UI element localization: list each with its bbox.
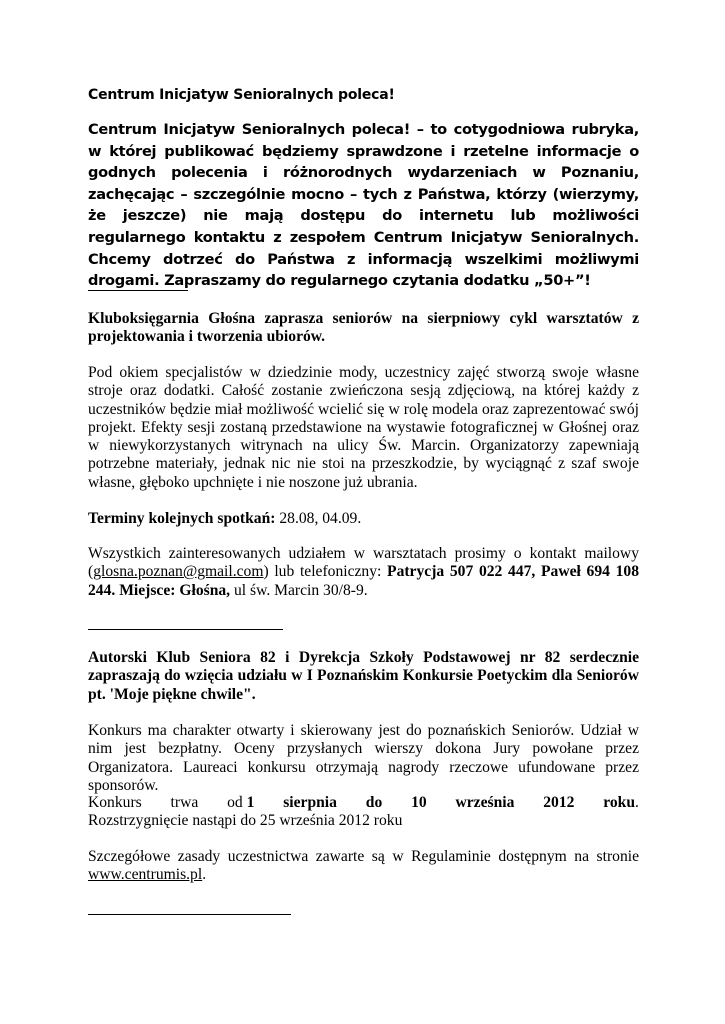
rules-text: Szczegółowe zasady uczestnictwa zawarte są w Regulaminie dostępnym na stronie [88,848,639,865]
page-title: Centrum Inicjatyw Senioralnych poleca! [88,87,395,103]
duration-word: 2012 [543,794,575,811]
duration-word: do [365,794,383,811]
intro-paragraph: Centrum Inicjatyw Senioralnych poleca! – to cotygodniowa rubryka, w której publikować będziemy sprawdzone i rzetelne informacje o godnych polecenia i różnorodnych wydarzeniach w Poznaniu, zachęcając – szczególnie mocno – tych z Państwa, którzy (wierzymy, że jeszcze) nie mają dostępu do internetu lub możliwości regularnego kontaktu z zespołem Centrum Inicjatyw Senioralnych. Chcemy dotrzeć do Państwa z informacją wszelkimi możliwymi drogami. Zapraszamy do regularnego czytania dodatku „50+”! [88,121,639,290]
article2-rules [88,848,639,885]
separator-line [88,290,188,291]
rules-end: . [202,866,207,884]
contact-mid: ) lub telefoniczny: [263,563,388,581]
article2-body: Konkurs ma charakter otwarty i skierowany jest do poznańskich Seniorów. Udział w nim jest bezpłatny. Oceny przysłanych wierszy dokona Jury powołane przez Organizatora. Laureaci konkursu otrzymają nagrody rzeczowe ufundowane przez sponsorów. [88,722,639,794]
article1-body: Pod okiem specjalistów w dziedzinie mody, uczestnicy zajęć stworzą swoje własne stroje oraz dodatki. Całość zostanie zwieńczona sesją zdjęciową, na której każdy z uczestników będzie miał możliwość wcielić się w rolę modela oraz zaprezentować swój projekt. Efekty sesji zostaną przedstawione na wystawie fotograficznej w Głośnej oraz w niewykorzystanych witrynach na ulicy Św. Marcin. Organizatorzy zapewniają potrzebne materiały, jednak nic nie stoi na przeszkodzie, by wyciągnąć z szaf swoje własne, głęboko upchnięte i nie noszone już ubrania. [88,364,639,491]
duration-word: 10 [411,794,427,811]
article1-contact [88,545,639,600]
article2-duration [88,794,639,812]
contact-intro: Wszystkich zainteresowanych udziałem w warsztatach prosimy o kontakt mailowy ( [88,545,639,581]
article1-headline: Kluboksięgarnia Głośna zaprasza seniorów na sierpniowy cykl warsztatów z projektowania i tworzenia ubiorów. [88,310,639,346]
contact-phones: Patrycja 507 022 447, Paweł 694 108 244. [88,563,639,599]
centrumis-link[interactable]: www.centrumis.pl [88,866,203,884]
separator-line [88,914,291,915]
article2-headline: Autorski Klub Seniora 82 i Dyrekcja Szkoły Podstawowej nr 82 serdecznie zapraszają do wzięcia udziału w I Poznańskim Konkursie Poetyckim dla Seniorów pt. 'Moje piękne chwile". [88,649,639,703]
duration-word: roku. [603,794,639,811]
duration-word: trwa [170,794,199,811]
separator-line [88,629,283,630]
article1-dates [88,510,639,528]
place-value: ul św. Marcin 30/8-9. [230,581,368,599]
contact-email-link[interactable]: glosna.poznan@gmail.com [93,563,264,581]
article2-resolution: Rozstrzygnięcie nastąpi do 25 września 2012 roku [88,812,403,829]
duration-word: sierpnia [283,794,337,811]
duration-word: Konkurs [88,794,142,811]
dates-label: Terminy kolejnych spotkań: [88,510,276,527]
duration-word: września [455,794,515,811]
dates-value: 28.08, 04.09. [275,510,362,527]
duration-word: od 1 [227,794,255,811]
place-label: Miejsce: Głośna, [119,581,231,599]
